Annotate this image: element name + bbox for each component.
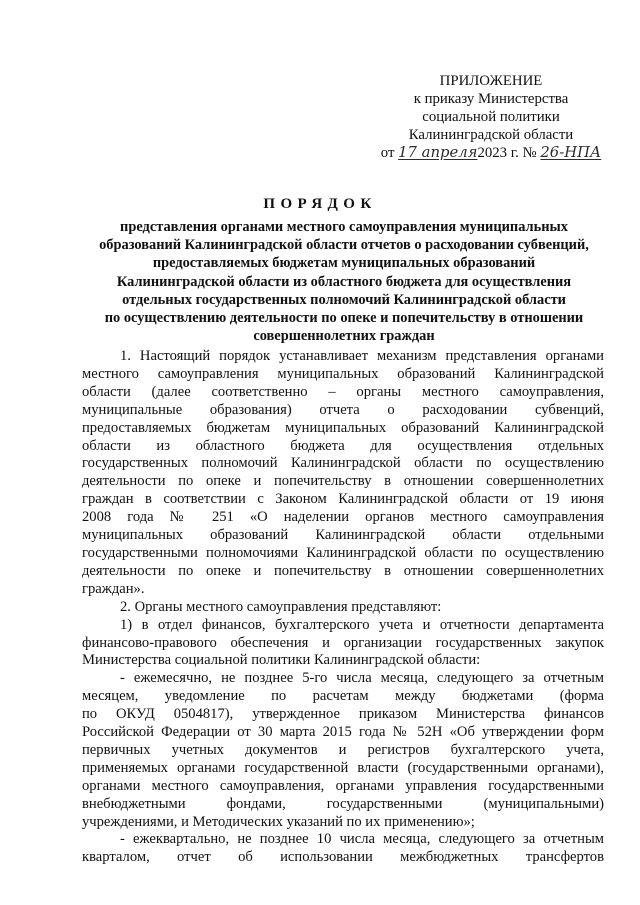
document-title: ПОРЯДОК [263,196,377,212]
body-line: муниципальные образования) отчета о расходовании субвенций, [82,401,604,418]
body-line: - ежемесячно, не позднее 5-го числа месяца, следующего за отчетным [120,670,604,687]
appendix-region: Калининградской области [408,127,574,143]
body-line: 2008 года № 251 «О наделении органов местного самоуправления [82,509,604,526]
body-line: области (далее соответственно – органы местного самоуправления, [82,383,604,400]
document-body [82,348,604,867]
body-line: по ОКУД 0504817), утвержденное приказом Министерства финансов [82,706,604,723]
body-line: государственными полномочиями Калининградской области по осуществлению [82,544,604,561]
body-line: государственных полномочий Калининградской области по осуществлению [82,455,604,472]
body-line: муниципальных образований Калининградской области отдельными [82,527,604,544]
date-year: 2023 г. № [477,145,537,161]
body-line: - ежеквартально, не позднее 10 числа месяца, следующего за отчетным [120,831,604,848]
body-line: предоставляемых бюджетам муниципальных образований Калининградской [82,419,604,436]
subtitle-line: предоставляемых бюджетам муниципальных образований [152,255,536,272]
subtitle-line: по осуществлению деятельности по опеке и попечительству в отношении [104,310,584,327]
body-line: кварталом, отчет об использовании межбюджетных трансфертов [82,849,604,866]
document-subtitle [84,218,604,345]
body-line: 1. Настоящий порядок устанавливает механизм представления органами [120,348,604,364]
body-line: Министерства социальной политики Калининградской области: [82,652,481,669]
body-line: применяемых органами государственной власти (государственными органами), [82,759,604,776]
subtitle-line: отдельных государственных полномочий Калининградской области [122,291,566,308]
subtitle-line: представления органами местного самоуправления муниципальных [120,219,568,235]
body-line: 1) в отдел финансов, бухгалтерского учета и отчетности департамента [120,616,604,633]
body-line: граждан». [82,580,145,597]
body-line: месяцем, уведомление по расчетам между бюджетами (форма [82,688,604,705]
body-line: внебюджетными фондами, государственными (муниципальными) [82,795,604,812]
body-line: области из областного бюджета для осуществления отдельных [82,437,604,454]
body-line: первичных учетных документов и регистров бухгалтерского учета, [82,741,604,758]
appendix-title: ПРИЛОЖЕНИЕ [439,73,543,89]
body-line: деятельности по опеке и попечительству в отношении совершеннолетних [82,473,604,490]
body-line: граждан в соответствии с Законом Калининградской области от 19 июня [82,491,604,508]
subtitle-line: Калининградской области из областного бюджета для осуществления [116,273,572,290]
appendix-ministry: социальной политики [422,109,560,125]
appendix-order-ref: к приказу Министерства [413,91,569,107]
appendix-date-line [376,144,606,162]
body-line: учреждениями, и Методических указаний по их применению»; [82,813,475,830]
subtitle-line: совершеннолетних граждан [253,328,435,345]
body-line: финансово-правового обеспечения и организации государственных закупок [82,634,604,651]
date-prefix: от [380,145,395,161]
body-line: органами местного самоуправления, органами управления государственными [82,777,604,794]
body-line: местного самоуправления муниципальных образований Калининградской [82,365,604,382]
subtitle-line: образований Калининградской области отчетов о расходовании субвенций, [99,237,589,254]
handwritten-number: 26-НПА [540,144,602,161]
handwritten-date: 17 апреля [398,144,478,161]
body-line: 2. Органы местного самоуправления представляют: [120,598,442,615]
body-line: Российской Федерации от 30 марта 2015 года № 52Н «Об утверждении форм [82,724,604,741]
appendix-header [376,72,606,162]
body-line: деятельности по опеке и попечительству в отношении совершеннолетних [82,562,604,579]
